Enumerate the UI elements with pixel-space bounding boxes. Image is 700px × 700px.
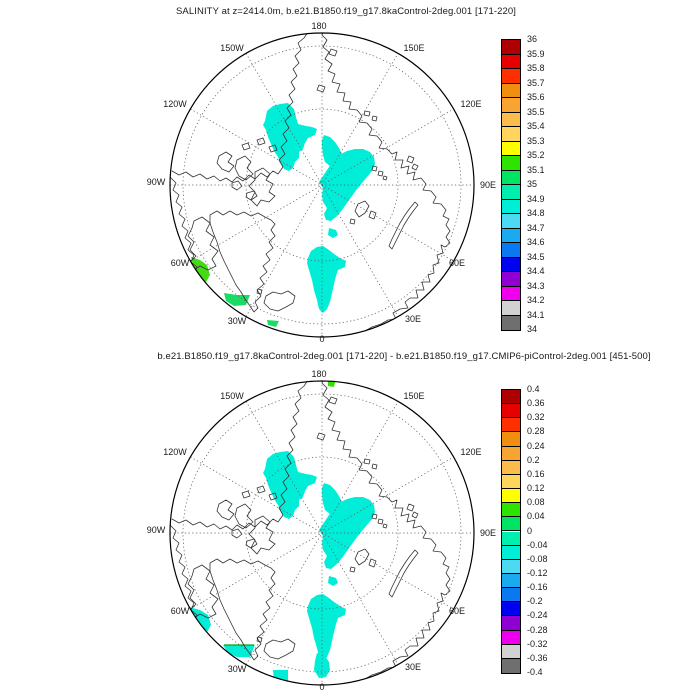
lon-label-90E: 90E xyxy=(479,180,497,190)
colorbar-cell xyxy=(502,602,520,616)
lon-label-120W: 120W xyxy=(163,447,187,457)
colorbar-tick-label: 0.4 xyxy=(527,384,540,394)
colorbar-tick-label: 34.8 xyxy=(527,208,545,218)
colorbar-cell xyxy=(502,659,520,673)
colorbar-tick-label: -0.4 xyxy=(527,667,543,677)
lon-label-0: 0 xyxy=(319,334,325,344)
colorbar-tick-label: -0.36 xyxy=(527,652,548,663)
colorbar-cell xyxy=(502,40,520,55)
colorbar-tick-label: 34.9 xyxy=(527,193,545,204)
colorbar-cell xyxy=(502,185,520,200)
lon-label-60W: 60W xyxy=(170,258,190,268)
lon-label-150E: 150E xyxy=(403,43,425,53)
colorbar-tick-label: 35.6 xyxy=(527,92,545,102)
colorbar-cell xyxy=(502,432,520,446)
lon-label-90W: 90W xyxy=(146,525,166,535)
colorbar-tick-label: -0.2 xyxy=(527,596,543,607)
colorbar-tick-label: -0.32 xyxy=(527,638,548,649)
lon-label-30W: 30W xyxy=(227,316,247,326)
colorbar-cell xyxy=(502,532,520,546)
colorbar-tick-label: -0.28 xyxy=(527,624,548,635)
colorbar-cell xyxy=(502,316,520,331)
colorbar-tick-label: 34.2 xyxy=(527,295,545,305)
colorbar-tick-label: 35 xyxy=(527,179,538,189)
lon-label-150E: 150E xyxy=(403,391,425,401)
colorbar-cell xyxy=(502,560,520,574)
colorbar-tick-label: 0.36 xyxy=(527,398,545,409)
colorbar-tick-label: 0.32 xyxy=(527,412,545,423)
colorbar-tick-label: 35.2 xyxy=(527,150,545,160)
colorbar-tick-label: -0.12 xyxy=(527,567,548,578)
lon-label-60E: 60E xyxy=(448,258,466,268)
colorbar-tick-label: 35.5 xyxy=(527,106,545,117)
colorbar-tick-label: 34.1 xyxy=(527,309,545,320)
lon-label-180: 180 xyxy=(311,21,327,31)
colorbar-cell xyxy=(502,258,520,273)
colorbar-cell xyxy=(502,301,520,316)
colorbar-tick-label: 34.3 xyxy=(527,280,545,291)
lon-label-30W: 30W xyxy=(227,664,247,674)
colorbar-tick-label: 0.12 xyxy=(527,483,545,494)
colorbar-cell xyxy=(502,243,520,258)
lon-label-60W: 60W xyxy=(170,606,190,616)
colorbar-tick-label: -0.08 xyxy=(527,553,548,564)
colorbar-cell xyxy=(502,588,520,602)
colorbar-tick-label: 0.2 xyxy=(527,454,540,465)
colorbar-cell xyxy=(502,390,520,404)
colorbar-cell xyxy=(502,546,520,560)
lon-label-180: 180 xyxy=(311,369,327,379)
colorbar-tick-label: 34.7 xyxy=(527,222,545,233)
colorbar-cell xyxy=(502,489,520,503)
colorbar-cell xyxy=(502,503,520,517)
colorbar-bar xyxy=(501,389,521,674)
colorbar-tick-label: 35.4 xyxy=(527,121,545,131)
lon-label-90E: 90E xyxy=(479,528,497,538)
colorbar-cell xyxy=(502,517,520,531)
colorbar-cell xyxy=(502,616,520,630)
lon-label-120W: 120W xyxy=(163,99,187,109)
colorbar-tick-label: 34.4 xyxy=(527,266,545,276)
colorbar-cell xyxy=(502,171,520,186)
colorbar-cell xyxy=(502,461,520,475)
colorbar-cell xyxy=(502,127,520,142)
colorbar-tick-label: 34.5 xyxy=(527,251,545,262)
colorbar-cell xyxy=(502,113,520,128)
colorbar-tick-label: 36 xyxy=(527,34,538,44)
colorbar-tick-label: -0.24 xyxy=(527,610,548,621)
lon-label-120E: 120E xyxy=(460,99,482,109)
colorbar-tick-label: 0.16 xyxy=(527,468,545,479)
colorbar-tick-label: 35.1 xyxy=(527,164,545,175)
colorbar-tick-label: 34 xyxy=(527,324,538,334)
colorbar-bar xyxy=(501,39,521,331)
colorbar-cell xyxy=(502,200,520,215)
salinity-map xyxy=(162,25,482,345)
colorbar-cell xyxy=(502,475,520,489)
colorbar-cell xyxy=(502,142,520,157)
colorbar-cell xyxy=(502,156,520,171)
colorbar-tick-label: 0.24 xyxy=(527,440,545,451)
lon-label-150W: 150W xyxy=(220,43,244,53)
colorbar-cell xyxy=(502,287,520,302)
colorbar-cell xyxy=(502,55,520,70)
colorbar-cell xyxy=(502,229,520,244)
colorbar-cell xyxy=(502,84,520,99)
colorbar-cell xyxy=(502,404,520,418)
colorbar-cell xyxy=(502,69,520,84)
colorbar-cell xyxy=(502,645,520,659)
lon-label-120E: 120E xyxy=(460,447,482,457)
lon-label-0: 0 xyxy=(319,682,325,692)
colorbar-cell xyxy=(502,631,520,645)
lon-label-30E: 30E xyxy=(404,662,422,672)
colorbar-tick-label: -0.04 xyxy=(527,539,548,550)
colorbar-tick-label: 34.6 xyxy=(527,237,545,247)
lon-label-150W: 150W xyxy=(220,391,244,401)
colorbar-tick-label: -0.16 xyxy=(527,582,548,593)
colorbar-cell xyxy=(502,214,520,229)
colorbar-tick-label: 0.08 xyxy=(527,497,545,508)
colorbar-cell xyxy=(502,98,520,113)
panel-title-difference: b.e21.B1850.f19_g17.8kaControl-2deg.001 [171-220] - b.e21.B1850.f19_g17.CMIP6-piControl-2deg.001 [451-500] xyxy=(157,351,651,362)
lon-label-60E: 60E xyxy=(448,606,466,616)
colorbar-tick-label: 0 xyxy=(527,525,533,536)
colorbar-tick-label: 35.7 xyxy=(527,77,545,88)
colorbar-cell xyxy=(502,272,520,287)
colorbar-cell xyxy=(502,418,520,432)
colorbar-tick-label: 35.8 xyxy=(527,63,545,73)
panel-title-salinity: SALINITY at z=2414.0m, b.e21.B1850.f19_g17.8kaControl-2deg.001 [171-220] xyxy=(175,6,517,17)
lon-label-30E: 30E xyxy=(404,314,422,324)
colorbar-tick-label: 0.04 xyxy=(527,511,545,522)
colorbar-cell xyxy=(502,447,520,461)
lon-label-90W: 90W xyxy=(146,177,166,187)
difference-map xyxy=(162,373,482,693)
colorbar-tick-label: 35.9 xyxy=(527,48,545,59)
colorbar-tick-label: 0.28 xyxy=(527,426,545,437)
colorbar-cell xyxy=(502,574,520,588)
colorbar-tick-label: 35.3 xyxy=(527,135,545,146)
